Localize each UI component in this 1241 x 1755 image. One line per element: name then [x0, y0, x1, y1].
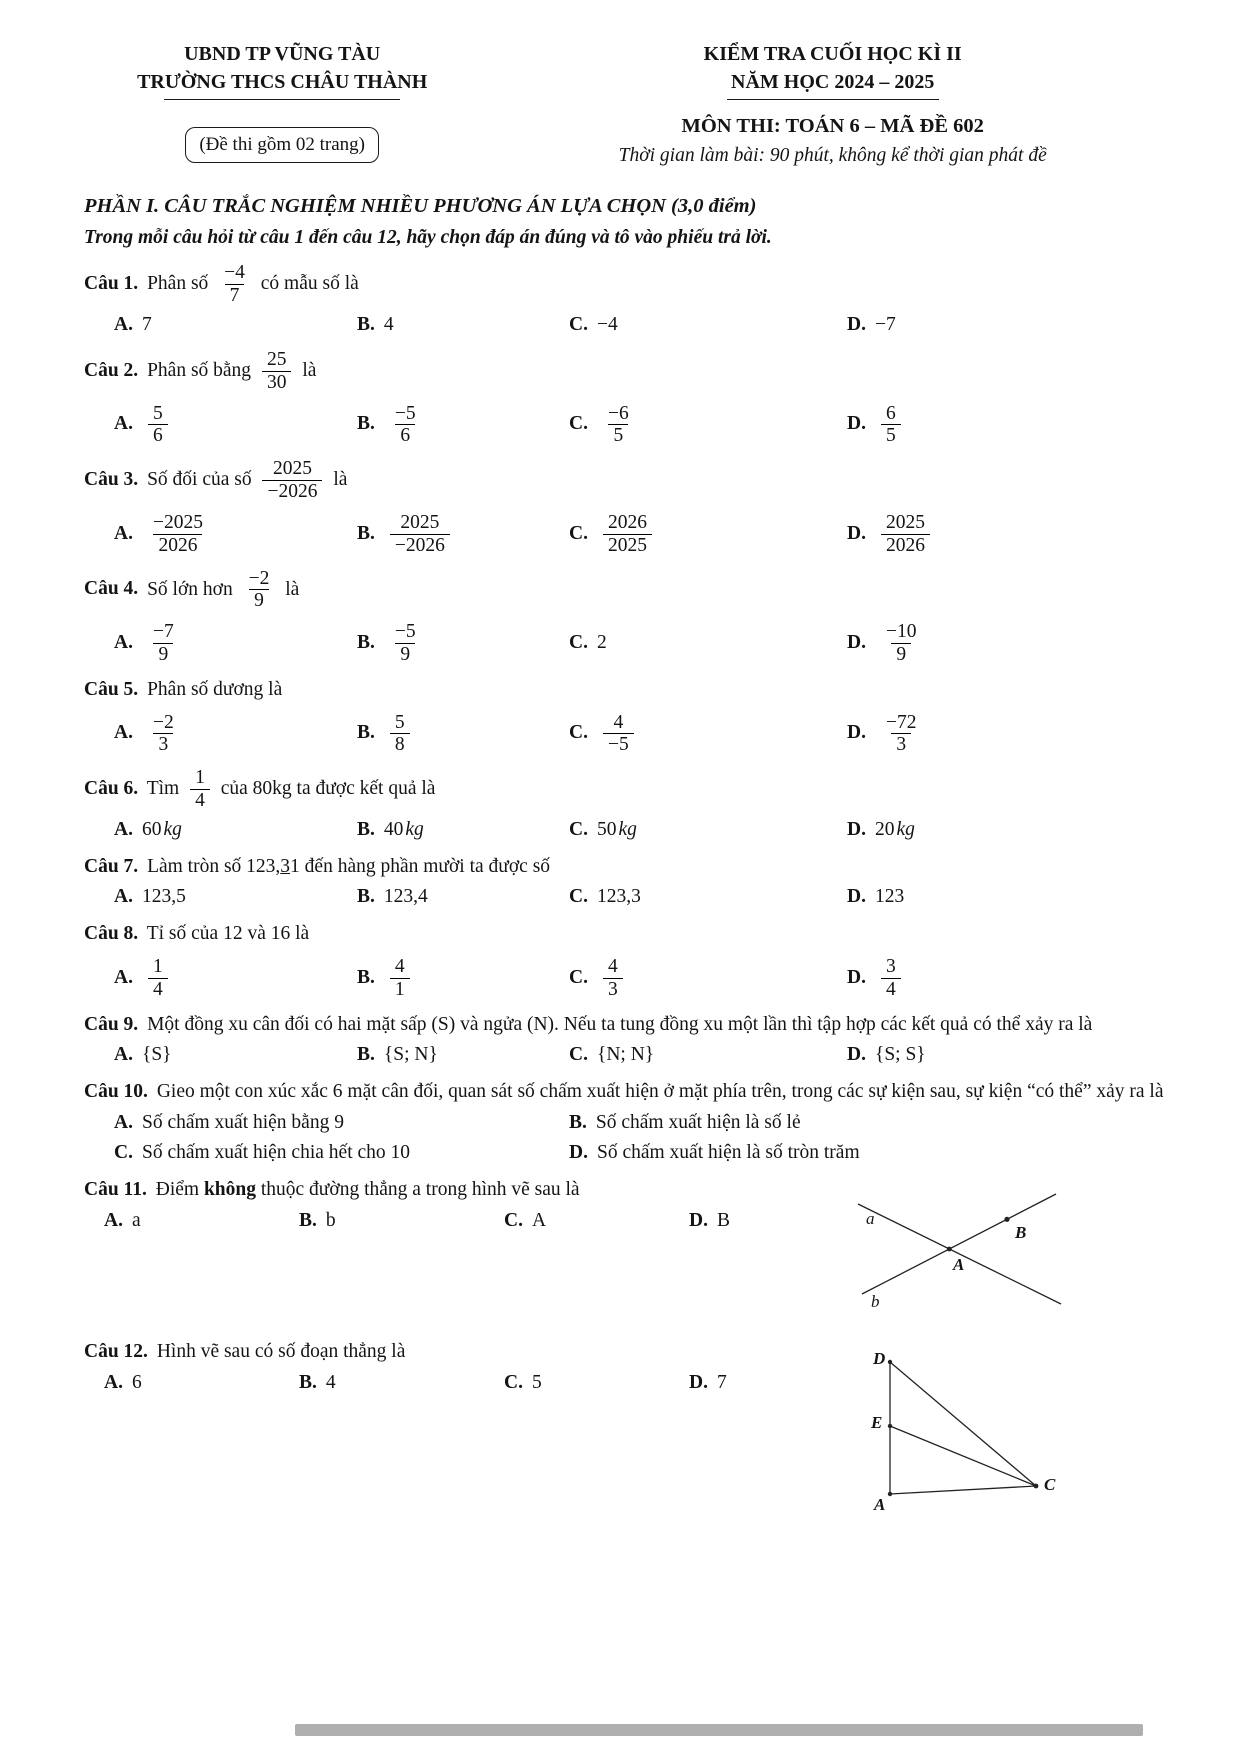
pages-note: (Đề thi gồm 02 trang) — [199, 134, 366, 155]
fraction: $\frac{-2}{9}$ — [248, 567, 270, 612]
question-1-stem — [84, 261, 1185, 308]
option-b: B. Số chấm xuất hiện là số lẻ — [569, 1112, 801, 1133]
question-3-text2: là — [333, 469, 348, 491]
fraction: $\frac{-5}{9}$ — [394, 621, 416, 666]
question-7-label: Câu 7. — [84, 855, 139, 877]
option-b: B. $\frac{2025}{-2026}$ — [357, 511, 569, 558]
fraction: $\frac{4}{3}$ — [603, 956, 623, 1001]
header-right — [480, 40, 1185, 170]
question-5-options — [84, 711, 1185, 758]
question-2-stem — [84, 348, 1185, 395]
question-4-label: Câu 4. — [84, 578, 139, 600]
question-1-label: Câu 1. — [84, 273, 139, 295]
subject-line: MÔN THI: TOÁN 6 – MÃ ĐỀ 602 — [681, 115, 984, 137]
question-11-text1: Điểm — [155, 1178, 200, 1200]
question-10-label: Câu 10. — [84, 1081, 148, 1103]
point-E-label: E — [871, 1413, 883, 1433]
option-d: D. {S; S} — [847, 1044, 926, 1066]
question-11-options — [84, 1208, 824, 1235]
exam-title-line1: KIỂM TRA CUỐI HỌC KÌ II — [703, 43, 962, 65]
segments-figure — [866, 1348, 1061, 1515]
option-c: C. 2 — [569, 632, 607, 654]
question-2-options — [84, 402, 1185, 449]
question-5 — [84, 676, 1185, 757]
line-a-label: a — [866, 1208, 875, 1228]
question-7-text1: Làm tròn số 123, — [147, 855, 281, 877]
question-2-text1: Phân số bằng — [147, 359, 252, 381]
fraction: $\frac{-6}{5}$ — [607, 402, 629, 447]
option-d: D. 123 — [847, 886, 905, 908]
fraction: $\frac{-2}{3}$ — [152, 711, 174, 756]
question-6-text1: Tìm — [146, 778, 180, 800]
option-d: D. $\frac{6}{5}$ — [847, 402, 1185, 449]
question-8 — [84, 920, 1185, 1001]
question-3-stem — [84, 457, 1185, 504]
question-11-bold-word: không — [203, 1178, 256, 1200]
fraction: $\frac{1}{4}$ — [190, 767, 210, 812]
point-A-label: A — [953, 1254, 965, 1274]
option-c: C. {N; N} — [569, 1044, 655, 1066]
question-11-text2: thuộc đường thẳng a trong hình vẽ sau là — [260, 1178, 580, 1200]
option-b: B. 4 — [299, 1372, 336, 1394]
fraction: $\frac{25}{30}$ — [262, 349, 292, 394]
question-4-options — [84, 620, 1185, 667]
question-12-text1: Hình vẽ sau có số đoạn thẳng là — [156, 1341, 406, 1363]
question-6-label: Câu 6. — [84, 778, 139, 800]
question-4-text1: Số lớn hơn — [147, 578, 233, 600]
question-8-stem — [84, 920, 1185, 948]
fraction: $\frac{5}{8}$ — [390, 712, 410, 757]
option-a: A. 6 — [104, 1372, 142, 1394]
question-7 — [84, 853, 1185, 912]
question-3-options — [84, 511, 1185, 558]
fraction: $\frac{-2025}{2026}$ — [152, 511, 203, 556]
fraction: $\frac{4}{-5}$ — [603, 712, 634, 757]
option-b: B. $\frac{-5}{9}$ — [357, 620, 569, 667]
question-8-text1: Tỉ số của 12 và 16 là — [146, 923, 310, 945]
question-5-stem — [84, 676, 1185, 704]
issuer-line1: UBND TP VŨNG TÀU — [184, 43, 381, 65]
option-c: C. −4 — [569, 314, 618, 336]
question-7-options — [84, 884, 1185, 911]
question-8-label: Câu 8. — [84, 923, 139, 945]
fraction: $\frac{2025}{2026}$ — [881, 512, 930, 557]
option-a: A. a — [104, 1209, 141, 1231]
option-b: B. {S; N} — [357, 1044, 438, 1066]
option-d: D. $\frac{2025}{2026}$ — [847, 511, 1185, 558]
point-D-label: D — [873, 1349, 886, 1369]
option-b: B. 123,4 — [357, 886, 428, 908]
question-6-options — [84, 817, 1185, 844]
question-9-stem — [84, 1011, 1185, 1039]
point-A-label: A — [874, 1495, 886, 1515]
duration-line: Thời gian làm bài: 90 phút, không kể thời gian phát đề — [618, 145, 1047, 167]
option-c: C. Số chấm xuất hiện chia hết cho 10 — [114, 1141, 411, 1163]
question-4-stem — [84, 567, 1185, 614]
issuer-line2: TRƯỜNG THCS CHÂU THÀNH — [137, 71, 428, 93]
question-2-label: Câu 2. — [84, 359, 139, 381]
line-b-label: b — [871, 1291, 880, 1311]
fraction: $\frac{-5}{6}$ — [394, 402, 416, 447]
question-10-stem — [84, 1078, 1185, 1106]
header — [84, 40, 1185, 170]
question-11-label: Câu 11. — [84, 1178, 147, 1200]
fraction: $\frac{-72}{3}$ — [885, 711, 917, 756]
crossing-lines-figure — [854, 1188, 1064, 1323]
segments-drawing — [866, 1348, 1061, 1508]
fraction: $\frac{-7}{9}$ — [152, 621, 174, 666]
option-c: C. 50 kg — [569, 818, 637, 840]
option-d: D. $\frac{3}{4}$ — [847, 955, 1185, 1002]
option-c: C. 5 — [504, 1372, 542, 1394]
option-b: B. $\frac{5}{8}$ — [357, 711, 569, 758]
option-d: D. B — [689, 1209, 730, 1231]
option-a: A. {S} — [114, 1044, 172, 1066]
option-b: B. 4 — [357, 314, 394, 336]
fraction: $\frac{-4}{7}$ — [224, 262, 245, 307]
option-b: B. $\frac{-5}{6}$ — [357, 402, 569, 449]
question-3-label: Câu 3. — [84, 469, 139, 491]
option-c: C. $\frac{4}{-5}$ — [569, 711, 847, 758]
option-a: A. $\frac{-2}{3}$ — [114, 711, 357, 758]
option-d: D. Số chấm xuất hiện là số tròn trăm — [569, 1141, 860, 1163]
question-5-text1: Phân số dương là — [147, 678, 283, 700]
fraction: $\frac{4}{1}$ — [390, 956, 410, 1001]
scan-artifact-bar — [295, 1724, 1143, 1736]
question-4 — [84, 567, 1185, 667]
option-d: D. 7 — [689, 1372, 727, 1394]
question-1-text1: Phân số — [147, 273, 209, 295]
question-10-options — [84, 1110, 1185, 1167]
question-4-text2: là — [285, 578, 300, 600]
question-11 — [84, 1176, 1185, 1311]
question-12-label: Câu 12. — [84, 1341, 148, 1363]
option-d: D. −7 — [847, 314, 896, 336]
question-12 — [84, 1338, 1185, 1515]
option-a: A. 60 kg — [114, 818, 182, 840]
option-a: A. $\frac{-2025}{2026}$ — [114, 511, 357, 558]
question-9-label: Câu 9. — [84, 1013, 139, 1035]
option-c: C. $\frac{-6}{5}$ — [569, 402, 847, 449]
option-c: C. 123,3 — [569, 886, 641, 908]
option-c: C. A — [504, 1209, 547, 1231]
header-right-divider — [727, 99, 939, 100]
option-a: A. 123,5 — [114, 886, 186, 908]
question-9-text1: Một đồng xu cân đối có hai mặt sấp (S) và ngửa (N). Nếu ta tung đồng xu một lần thì tập hợp các kết quả có thể xảy ra là — [147, 1013, 1093, 1035]
option-a: A. $\frac{-7}{9}$ — [114, 620, 357, 667]
section-title: PHẦN I. CÂU TRẮC NGHIỆM NHIỀU PHƯƠNG ÁN LỰA CHỌN (3,0 điểm) — [84, 195, 757, 218]
question-6-stem — [84, 766, 1185, 813]
question-9-options — [84, 1042, 1185, 1069]
header-left-divider — [164, 99, 400, 100]
question-9 — [84, 1011, 1185, 1070]
fraction: $\frac{3}{4}$ — [881, 956, 901, 1001]
fraction: $\frac{6}{5}$ — [881, 403, 901, 448]
question-12-options — [84, 1370, 824, 1397]
option-d: D. $\frac{-10}{9}$ — [847, 620, 1185, 667]
option-d: D. $\frac{-72}{3}$ — [847, 711, 1185, 758]
fraction: $\frac{2025}{-2026}$ — [262, 458, 322, 503]
point-C-label: C — [1044, 1475, 1056, 1495]
question-6-text2: của 80kg ta được kết quả là — [220, 778, 436, 800]
option-d: D. 20 kg — [847, 818, 915, 840]
header-left — [84, 40, 480, 163]
question-2-text2: là — [302, 359, 317, 381]
question-7-underlined-digit: 3 — [280, 855, 291, 877]
question-7-stem — [84, 853, 1185, 881]
fraction: $\frac{1}{4}$ — [148, 956, 168, 1001]
question-1 — [84, 261, 1185, 339]
question-5-label: Câu 5. — [84, 678, 139, 700]
fraction: $\frac{2025}{-2026}$ — [390, 512, 450, 557]
question-10 — [84, 1078, 1185, 1167]
option-a: A. $\frac{1}{4}$ — [114, 955, 357, 1002]
question-8-options — [84, 955, 1185, 1002]
question-6 — [84, 766, 1185, 844]
question-10-text1: Gieo một con xúc xắc 6 mặt cân đối, quan sát số chấm xuất hiện ở mặt phía trên, trong các sự kiện sau, sự kiện “có thể” xảy ra là — [156, 1081, 1164, 1103]
option-a: A. 7 — [114, 314, 152, 336]
fraction: $\frac{-10}{9}$ — [885, 621, 917, 666]
question-1-options — [84, 312, 1185, 339]
question-2 — [84, 348, 1185, 448]
option-b: B. b — [299, 1209, 336, 1231]
exam-title-line2: NĂM HỌC 2024 – 2025 — [731, 71, 935, 93]
option-c: C. $\frac{4}{3}$ — [569, 955, 847, 1002]
question-7-text2: 1 đến hàng phần mười ta được số — [290, 855, 551, 877]
option-a: A. $\frac{5}{6}$ — [114, 402, 357, 449]
section-instruction: Trong mỗi câu hỏi từ câu 1 đến câu 12, hãy chọn đáp án đúng và tô vào phiếu trả lời. — [84, 227, 772, 249]
question-3 — [84, 457, 1185, 557]
fraction: $\frac{2026}{2025}$ — [603, 512, 652, 557]
point-B-label: B — [1015, 1222, 1027, 1242]
question-3-text1: Số đối của số — [147, 469, 252, 491]
option-b: B. 40 kg — [357, 818, 424, 840]
option-a: A. Số chấm xuất hiện bằng 9 — [114, 1112, 344, 1133]
option-b: B. $\frac{4}{1}$ — [357, 955, 569, 1002]
question-1-text2: có mẫu số là — [260, 273, 359, 295]
option-c: C. $\frac{2026}{2025}$ — [569, 511, 847, 558]
pages-note-box — [185, 127, 379, 163]
fraction: $\frac{5}{6}$ — [148, 403, 168, 448]
